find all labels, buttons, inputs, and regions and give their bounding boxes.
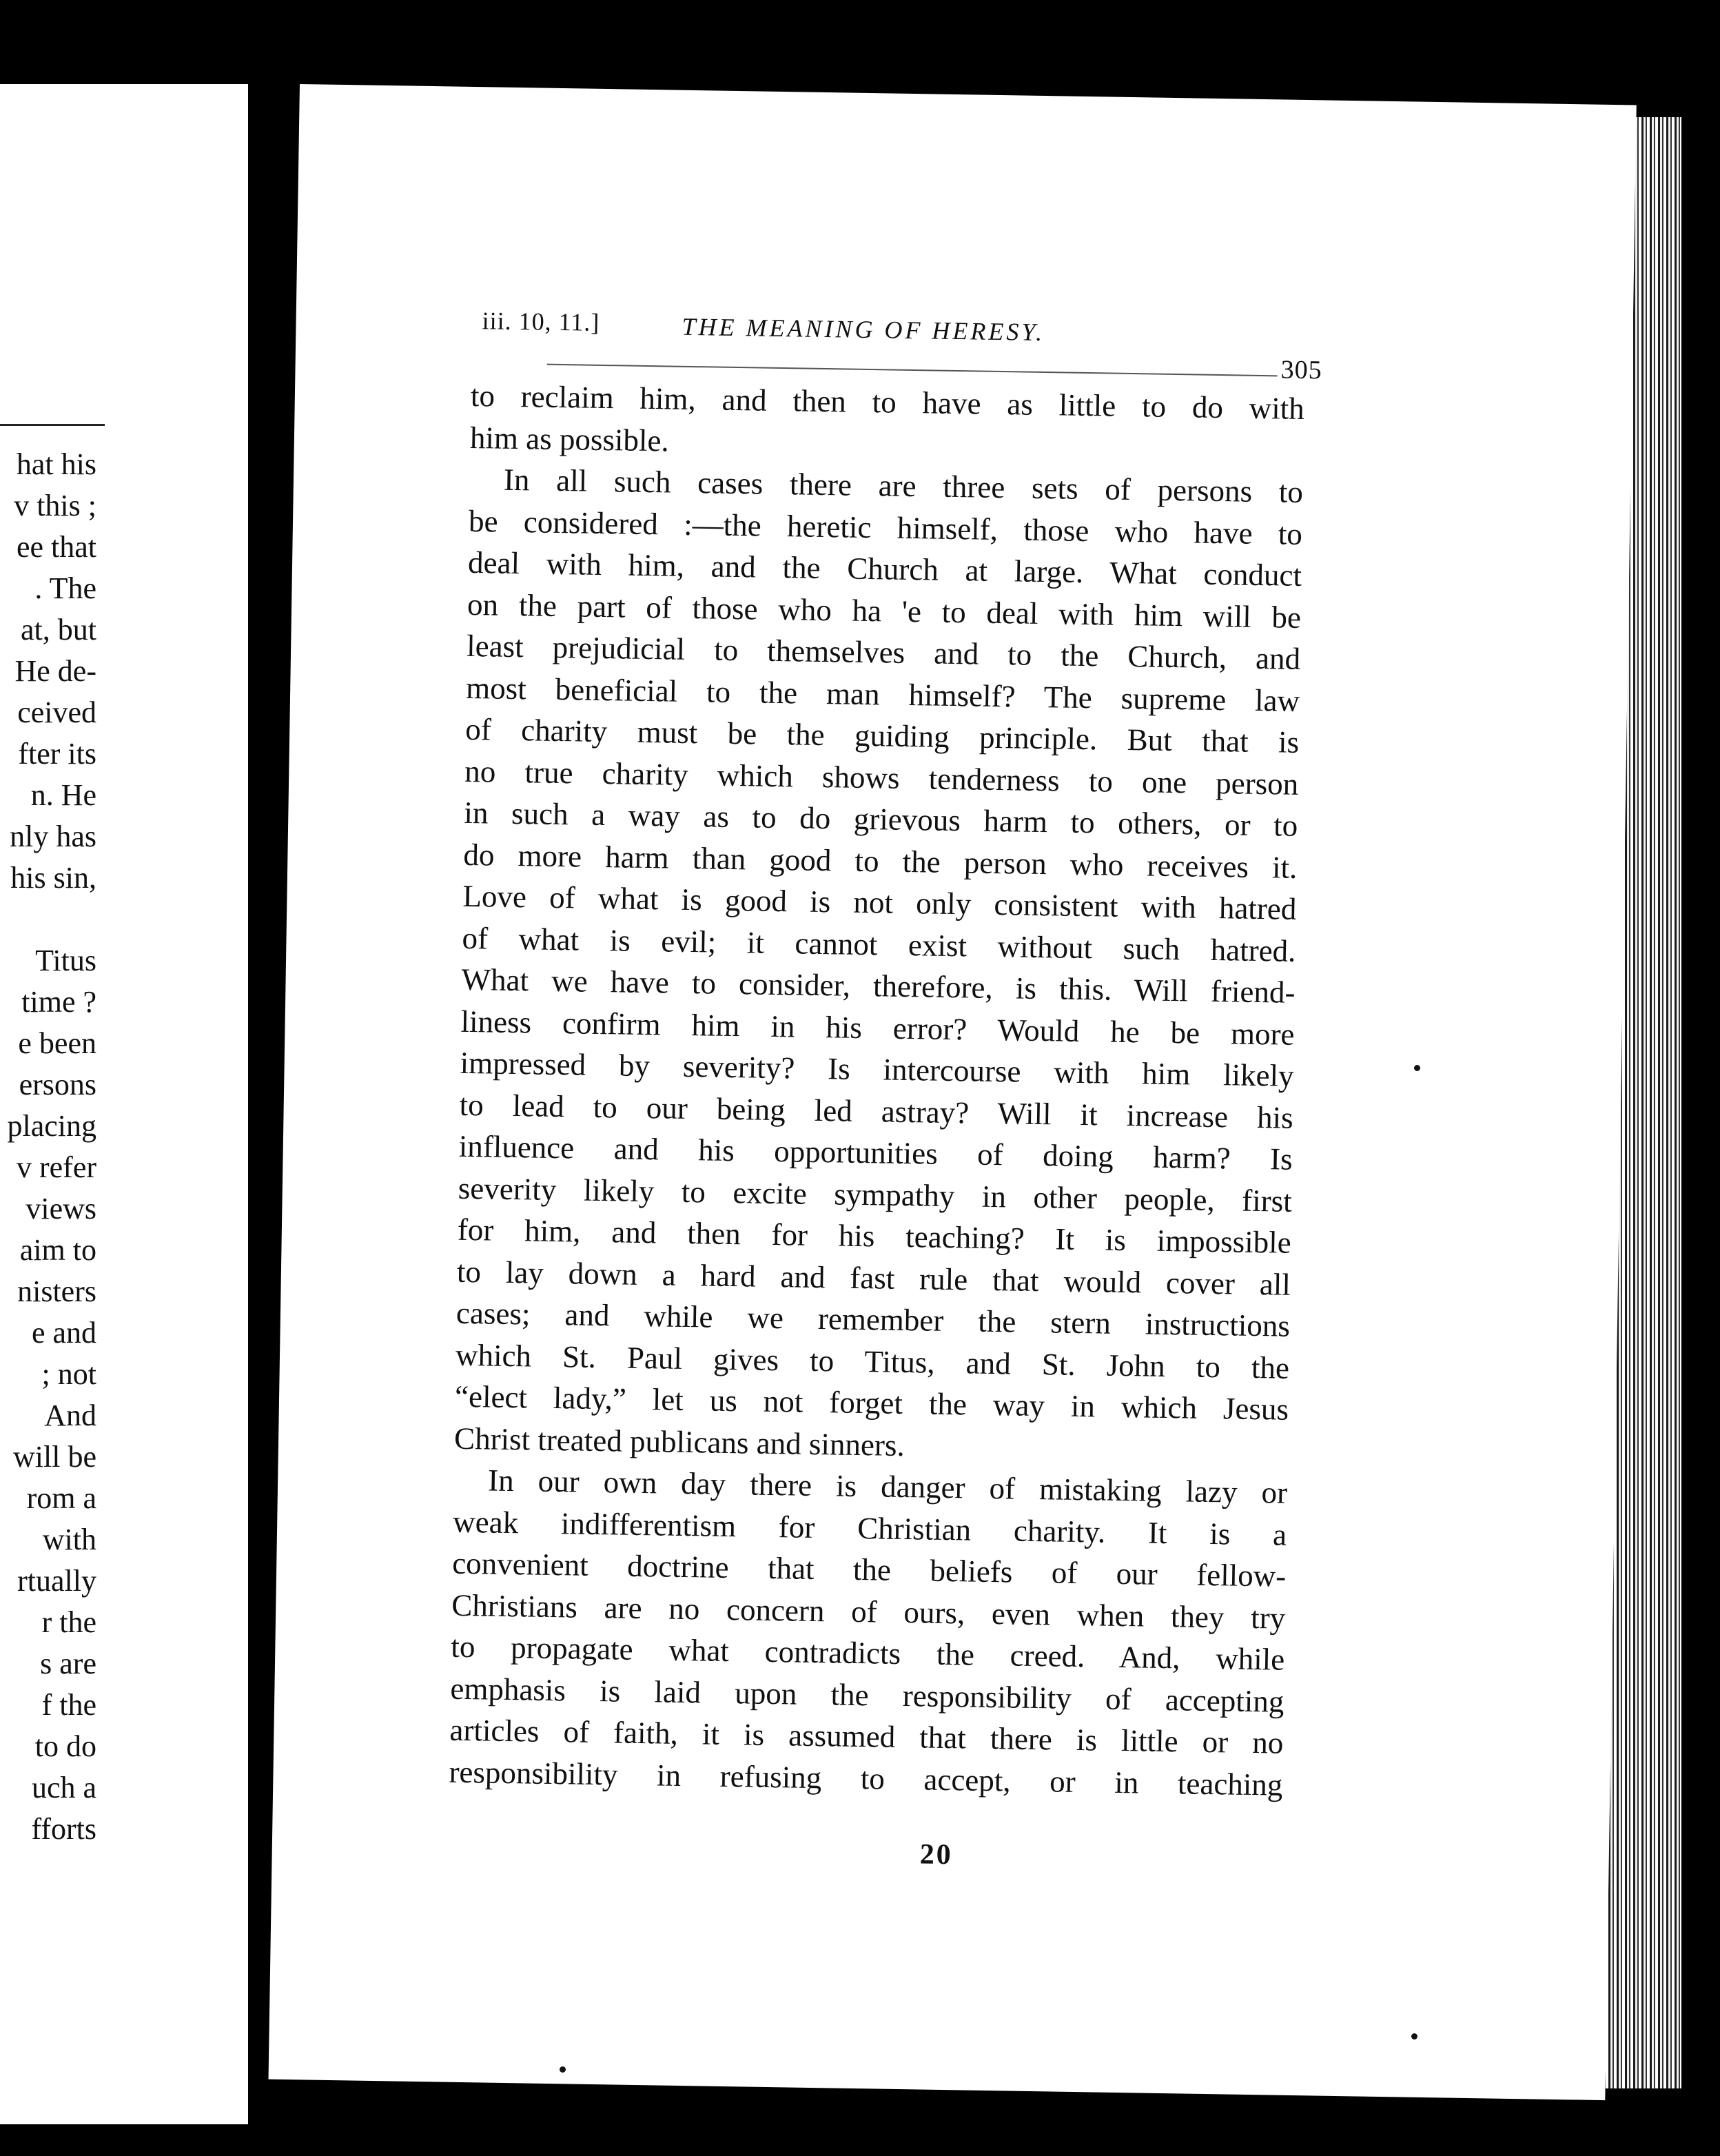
previous-page-line: f the: [41, 1688, 96, 1722]
text-line: deal with him, and the Church at large. What conduct: [467, 545, 1302, 593]
previous-page-text-clip: [0, 84, 96, 2124]
previous-page-line: hat his: [16, 447, 96, 481]
text-line: Love of what is good is not only consistent with hatred: [462, 878, 1297, 926]
previous-page-line: [0, 899, 96, 940]
current-page: [269, 84, 1637, 2100]
text-line: to propagate what contradicts the creed. And, while: [451, 1629, 1285, 1677]
previous-page-line: e and: [31, 1316, 96, 1350]
previous-page-line: rtually: [17, 1564, 96, 1598]
text-line: liness confirm him in his error? Would he be more: [460, 1004, 1295, 1052]
text-line: What we have to consider, therefore, is this. Will friend-: [461, 962, 1296, 1010]
previous-page-line: views: [25, 1192, 96, 1226]
previous-page-line: e been: [18, 1026, 96, 1060]
body-text: [449, 375, 1304, 1806]
previous-page-line: will be: [13, 1440, 96, 1474]
page-number: 305: [1280, 355, 1322, 385]
previous-page-line: He de-: [14, 654, 96, 688]
text-line: to lay down a hard and fast rule that would cover all: [456, 1254, 1291, 1302]
previous-page-line: placing: [7, 1109, 96, 1143]
text-line: convenient doctrine that the beliefs of our fellow-: [451, 1545, 1287, 1594]
text-line: In all such cases there are three sets of persons to: [503, 462, 1304, 509]
previous-page: [0, 84, 289, 2124]
text-line: to reclaim him, and then to have as little to do with: [470, 378, 1305, 426]
previous-page-text: [0, 444, 96, 1850]
text-line: him as possible.: [469, 420, 670, 458]
text-line: influence and his opportunities of doing harm? Is: [458, 1128, 1293, 1177]
previous-page-line: rom a: [26, 1481, 96, 1515]
previous-page-line: s are: [40, 1647, 96, 1680]
previous-page-line: uch a: [31, 1771, 96, 1804]
previous-page-line: fforts: [31, 1812, 96, 1846]
text-line: responsibility in refusing to accept, or in teaching: [449, 1754, 1283, 1802]
previous-page-line: time ?: [21, 985, 96, 1019]
text-line: which St. Paul gives to Titus, and St. John to the: [455, 1337, 1290, 1385]
previous-page-line: . The: [34, 571, 96, 605]
previous-page-line: nisters: [17, 1274, 96, 1308]
speck: [560, 2066, 566, 2073]
previous-page-line: fter its: [18, 737, 96, 771]
text-line: do more harm than good to the person who receives it.: [463, 837, 1298, 885]
text-line: most beneficial to the man himself? The supreme law: [465, 670, 1300, 718]
previous-page-line: v refer: [16, 1150, 96, 1184]
text-line: for him, and then for his teaching? It is impossible: [457, 1212, 1292, 1260]
text-line: impressed by severity? Is intercourse with him likely: [460, 1045, 1294, 1093]
previous-page-line: ceived: [17, 695, 96, 729]
previous-page-line: aim to: [19, 1233, 96, 1267]
previous-page-line: Titus: [35, 944, 96, 977]
previous-page-line: to do: [34, 1729, 96, 1763]
text-line: emphasis is laid upon the responsibility of accepting: [450, 1671, 1284, 1719]
text-line: cases; and while we remember the stern instructions: [455, 1295, 1291, 1343]
text-line: no true charity which shows tenderness to one person: [464, 753, 1299, 802]
text-line: on the part of those who ha 'e to deal with him will be: [467, 587, 1302, 635]
previous-page-line: ; not: [41, 1357, 96, 1391]
previous-page-line: ee that: [16, 530, 96, 564]
running-head: [482, 306, 1351, 385]
previous-page-line: nly has: [10, 820, 96, 853]
previous-page-line: at, but: [21, 613, 96, 647]
previous-page-line: his sin,: [10, 861, 96, 895]
chapter-reference: iii. 10, 11.]: [482, 307, 600, 336]
speck: [1411, 2033, 1417, 2040]
previous-page-line: n. He: [30, 778, 96, 812]
text-line: to lead to our being led astray? Will it increase his: [459, 1087, 1294, 1135]
text-line: weak indifferentism for Christian charity. It is a: [452, 1504, 1287, 1552]
text-line: severity likely to excite sympathy in other people, first: [458, 1170, 1293, 1219]
text-line: Christ treated publicans and sinners.: [453, 1421, 905, 1463]
text-line: “elect lady,” let us not forget the way in which Jesus: [454, 1379, 1289, 1427]
header-rule: [547, 364, 1278, 377]
text-line: least prejudicial to themselves and to the Church, and: [466, 628, 1301, 676]
speck: [1414, 1065, 1420, 1071]
text-line: of what is evil; it cannot exist without such hatred.: [462, 920, 1296, 968]
previous-page-line: v this ;: [14, 489, 96, 522]
signature-mark: 20: [919, 1838, 954, 1871]
text-line: be considered :—the heretic himself, those who have to: [468, 503, 1303, 551]
text-line: In our own day there is danger of mistaking lazy or: [487, 1463, 1288, 1510]
text-line: Christians are no concern of ours, even when they try: [451, 1587, 1286, 1636]
previous-page-line: And: [44, 1399, 96, 1432]
text-line: of charity must be the guiding principle. But that is: [464, 711, 1300, 760]
previous-page-line: ersons: [19, 1068, 96, 1101]
previous-page-line: with: [42, 1523, 96, 1556]
text-line: articles of faith, it is assumed that there is little or no: [449, 1712, 1284, 1760]
previous-page-line: r the: [41, 1605, 96, 1639]
running-title: THE MEANING OF HERESY.: [682, 312, 1045, 347]
text-line: in such a way as to do grievous harm to others, or to: [464, 795, 1298, 843]
